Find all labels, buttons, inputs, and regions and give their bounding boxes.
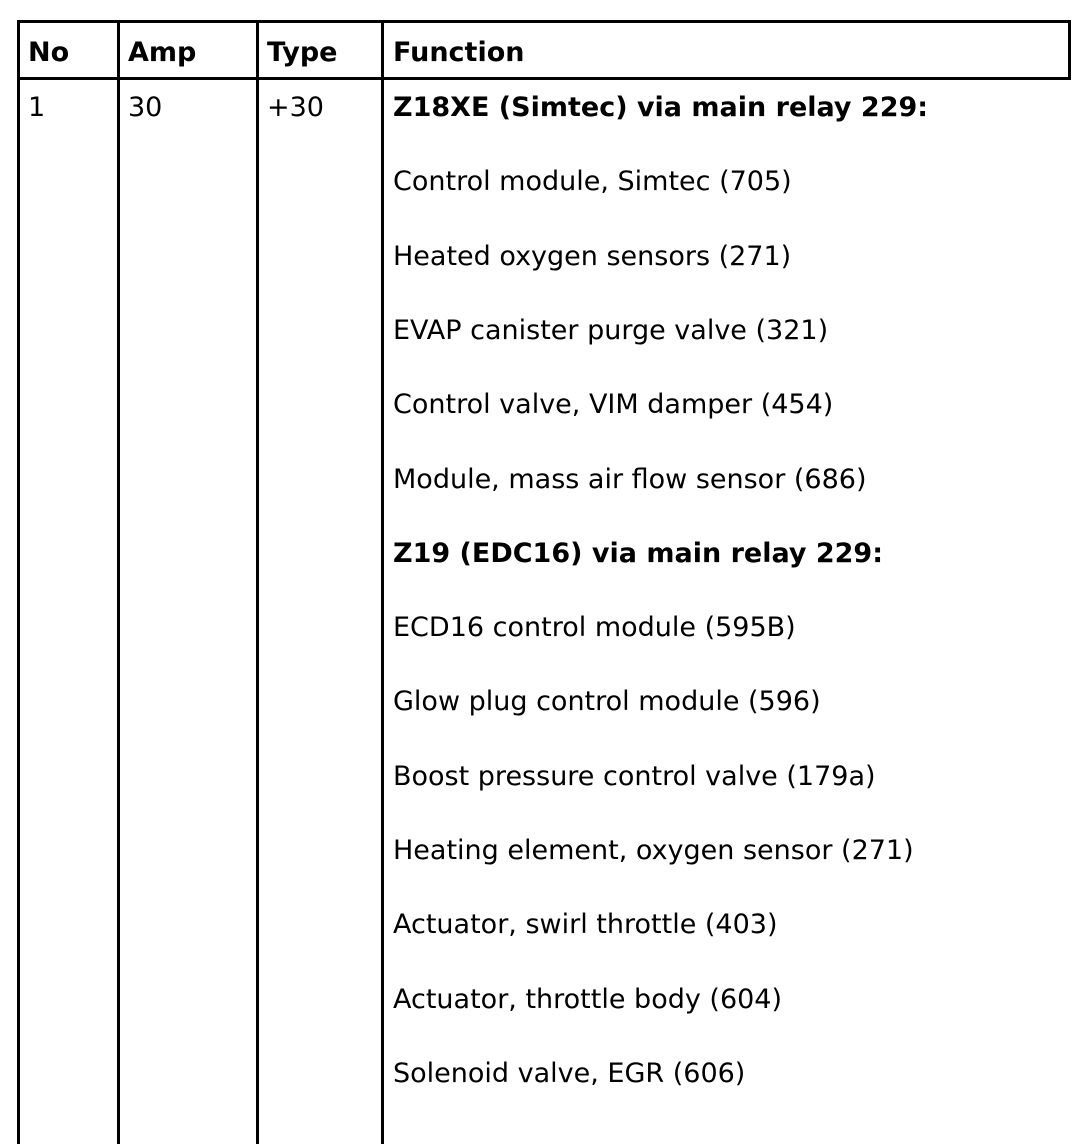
header-amp: Amp <box>128 37 197 68</box>
function-section-heading: Z18XE (Simtec) via main relay 229: <box>393 92 929 123</box>
function-section-heading: Z19 (EDC16) via main relay 229: <box>393 538 884 569</box>
function-item: Control valve, VIM damper (454) <box>393 389 834 420</box>
function-item: ECD16 control module (595B) <box>393 612 796 643</box>
column-divider-amp-type <box>256 20 259 1144</box>
header-type: Type <box>267 37 338 68</box>
function-item: Heated oxygen sensors (271) <box>393 241 792 272</box>
function-item: Actuator, swirl throttle (403) <box>393 909 778 940</box>
header-function: Function <box>393 37 525 68</box>
header-no: No <box>28 37 70 68</box>
function-item: Solenoid valve, EGR (606) <box>393 1058 746 1089</box>
function-item: Glow plug control module (596) <box>393 686 821 717</box>
table-left-border <box>17 20 20 1144</box>
table-top-border <box>17 20 1071 23</box>
column-divider-no-amp <box>117 20 120 1144</box>
header-bottom-border <box>17 77 1071 80</box>
column-divider-type-function <box>381 20 384 1144</box>
row-1-amp: 30 <box>128 92 163 123</box>
function-item: Boost pressure control valve (179a) <box>393 761 876 792</box>
row-1-no: 1 <box>28 92 46 123</box>
function-item: Control module, Simtec (705) <box>393 166 792 197</box>
function-item: Heating element, oxygen sensor (271) <box>393 835 914 866</box>
function-item: Actuator, throttle body (604) <box>393 984 783 1015</box>
function-item: Module, mass air flow sensor (686) <box>393 464 867 495</box>
table-right-border <box>1068 20 1071 80</box>
row-1-type: +30 <box>267 92 324 123</box>
function-item: EVAP canister purge valve (321) <box>393 315 829 346</box>
